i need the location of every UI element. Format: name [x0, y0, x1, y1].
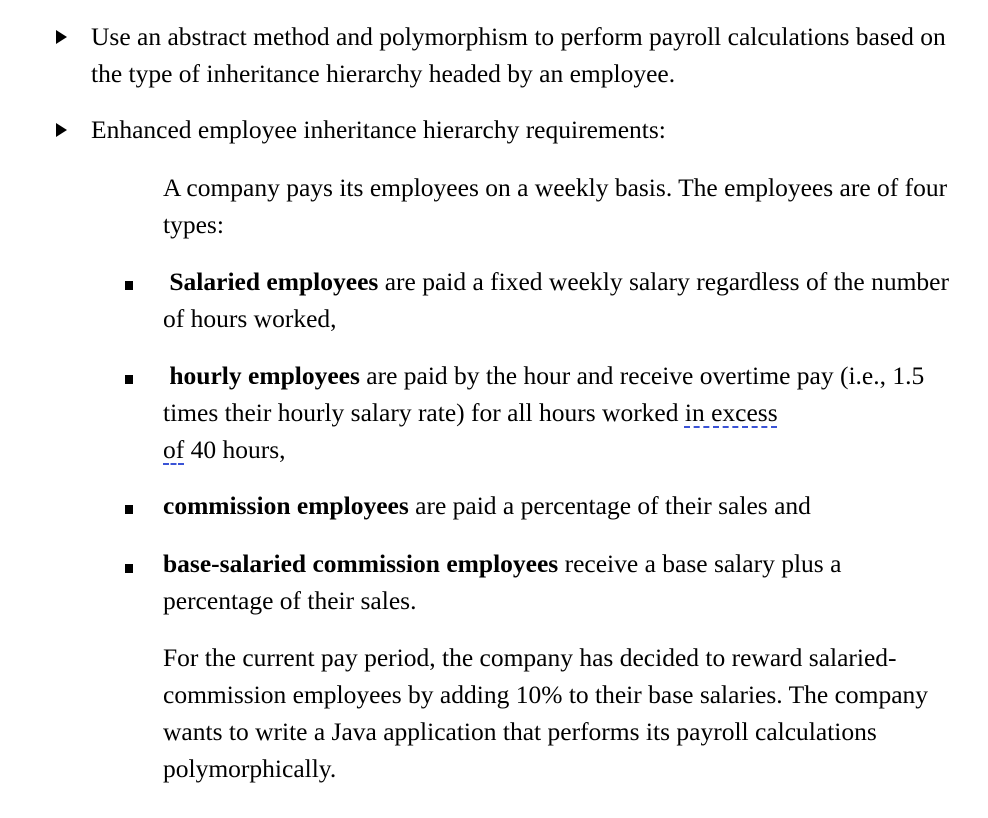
- square-bullet-icon: [125, 375, 133, 384]
- type-base-salaried-commission: [163, 545, 953, 619]
- type-salaried: [163, 263, 963, 337]
- type-hourly: [163, 357, 963, 468]
- bullet-use-abstract-method: [91, 18, 961, 92]
- type-term: Salaried employees: [169, 267, 379, 296]
- bullet-enhanced-hierarchy: [91, 111, 961, 148]
- intro-paragraph: [163, 169, 963, 243]
- closing-text: For the current pay period, the company has decided to reward salaried-commission employees by adding 10% to their base salaries. The company wants to write a Java application that performs its payroll calculations polymorphically.: [163, 643, 929, 783]
- bullet-text: Enhanced employee inheritance hierarchy requirements:: [91, 115, 666, 144]
- type-description: are paid by the hour and receive overtime pay (i.e., 1.5 times their hourly salary rate) for all hours worked: [163, 361, 925, 427]
- intro-text: A company pays its employees on a weekly basis. The employees are of four types:: [163, 173, 948, 239]
- square-bullet-icon: [125, 564, 133, 573]
- bullet-text: Use an abstract method and polymorphism to perform payroll calculations based on the type of inheritance hierarchy headed by an employee.: [91, 22, 946, 88]
- type-commission: [163, 487, 963, 524]
- type-description: receive a base salary plus a percentage of their sales.: [163, 549, 842, 615]
- type-term: commission employees: [163, 491, 409, 520]
- type-term: base-salaried commission employees: [163, 549, 559, 578]
- square-bullet-icon: [125, 505, 133, 514]
- arrow-bullet-icon: [56, 30, 67, 44]
- type-term: hourly employees: [169, 361, 360, 390]
- arrow-bullet-icon: [56, 123, 67, 137]
- type-description: are paid a fixed weekly salary regardless of the number of hours worked,: [163, 267, 949, 333]
- type-description-tail: 40 hours,: [184, 435, 286, 464]
- square-bullet-icon: [125, 281, 133, 290]
- grammar-flag[interactable]: in excess: [684, 398, 778, 427]
- grammar-flag[interactable]: of: [163, 435, 185, 464]
- closing-paragraph: [163, 639, 963, 787]
- type-description: are paid a percentage of their sales and: [408, 491, 811, 520]
